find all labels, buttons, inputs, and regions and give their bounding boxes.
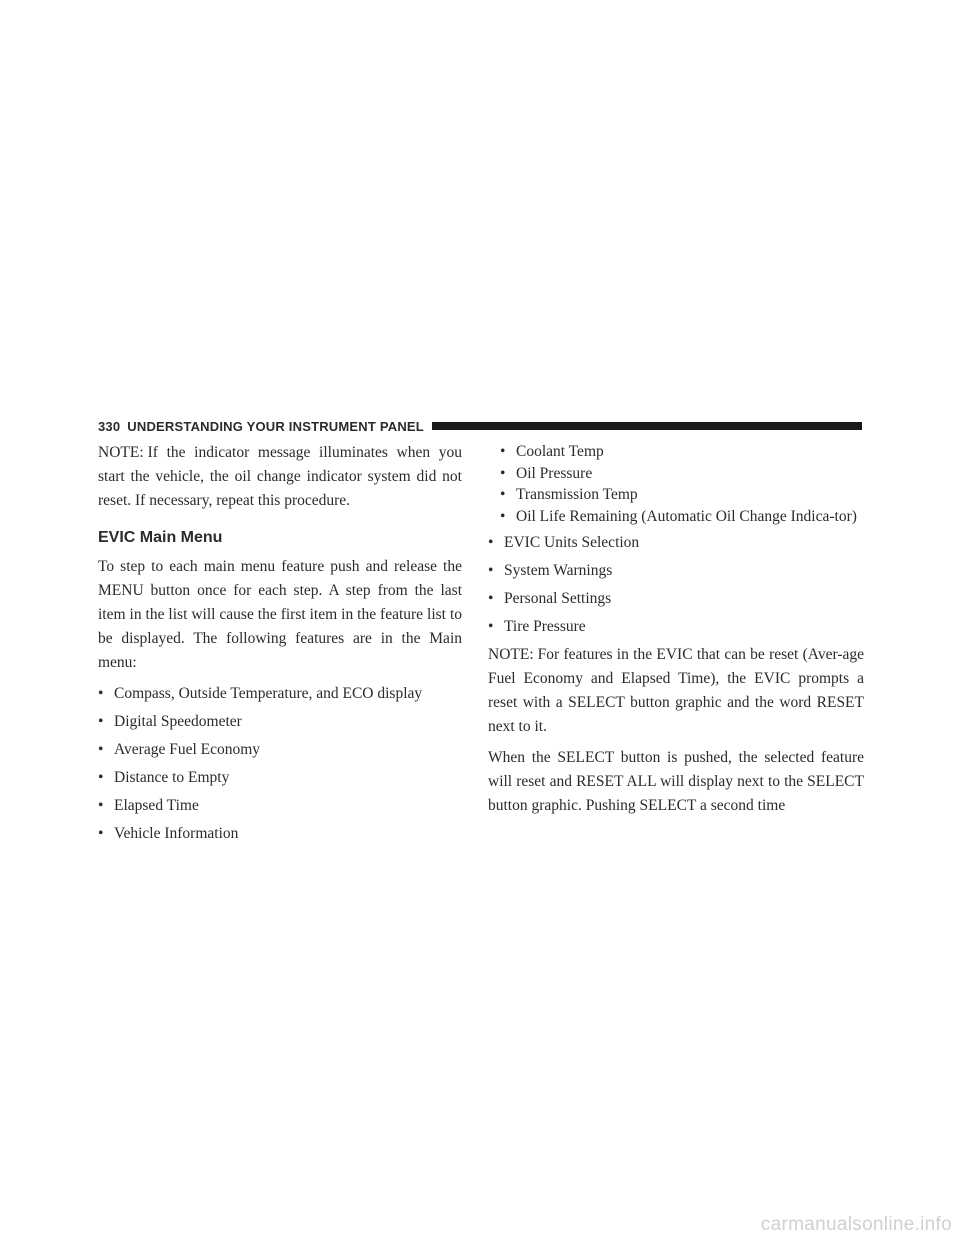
sub-list-item: • Oil Pressure bbox=[500, 463, 864, 486]
note-paragraph bbox=[488, 643, 864, 739]
list-item: • Personal Settings bbox=[488, 587, 864, 611]
list-item: • Vehicle Information bbox=[98, 822, 462, 846]
list-item: • Compass, Outside Temperature, and ECO display bbox=[98, 682, 462, 706]
note-text: If the indicator message illuminates when you start the vehicle, the oil change indicator system did not reset. If necessary, repeat this procedure. bbox=[98, 444, 462, 509]
sub-list-item: • Oil Life Remaining (Automatic Oil Change Indica-tor) bbox=[500, 506, 864, 529]
watermark: carmanualsonline.info bbox=[760, 1214, 952, 1235]
right-column bbox=[488, 441, 864, 825]
note-text: For features in the EVIC that can be reset (Aver-age Fuel Economy and Elapsed Time), the EVIC prompts a reset with a SELECT button graphic and the word RESET next to it. bbox=[488, 646, 864, 735]
list-item: • System Warnings bbox=[488, 559, 864, 583]
body-paragraph: When the SELECT button is pushed, the selected feature will reset and RESET ALL will display next to the SELECT button graphic. Pushing SELECT a second time bbox=[488, 749, 864, 814]
header-rule bbox=[432, 422, 862, 430]
sub-list-item: • Coolant Temp bbox=[500, 441, 864, 464]
running-header bbox=[98, 418, 862, 434]
list-item: • EVIC Units Selection bbox=[488, 531, 864, 555]
vehicle-info-sublist bbox=[500, 441, 864, 528]
sub-list-item: • Transmission Temp bbox=[500, 484, 864, 507]
list-item: • Average Fuel Economy bbox=[98, 738, 462, 762]
list-item: • Distance to Empty bbox=[98, 766, 462, 790]
list-item: • Elapsed Time bbox=[98, 794, 462, 818]
list-item: • Tire Pressure bbox=[488, 615, 864, 639]
page-number: 330 bbox=[98, 418, 121, 434]
note-paragraph bbox=[98, 441, 462, 513]
note-label: NOTE: bbox=[488, 646, 534, 663]
list-item: • Digital Speedometer bbox=[98, 710, 462, 734]
left-column bbox=[98, 441, 462, 850]
section-title: UNDERSTANDING YOUR INSTRUMENT PANEL bbox=[127, 418, 424, 434]
intro-paragraph: To step to each main menu feature push and release the MENU button once for each step. A step from the last item in the list will cause the first item in the feature list to be displayed. The following features are in the Main menu: bbox=[98, 558, 462, 671]
main-menu-list-continued bbox=[488, 531, 864, 639]
section-heading: EVIC Main Menu bbox=[98, 529, 223, 546]
note-label: NOTE: bbox=[98, 444, 144, 461]
main-menu-list bbox=[98, 682, 462, 846]
